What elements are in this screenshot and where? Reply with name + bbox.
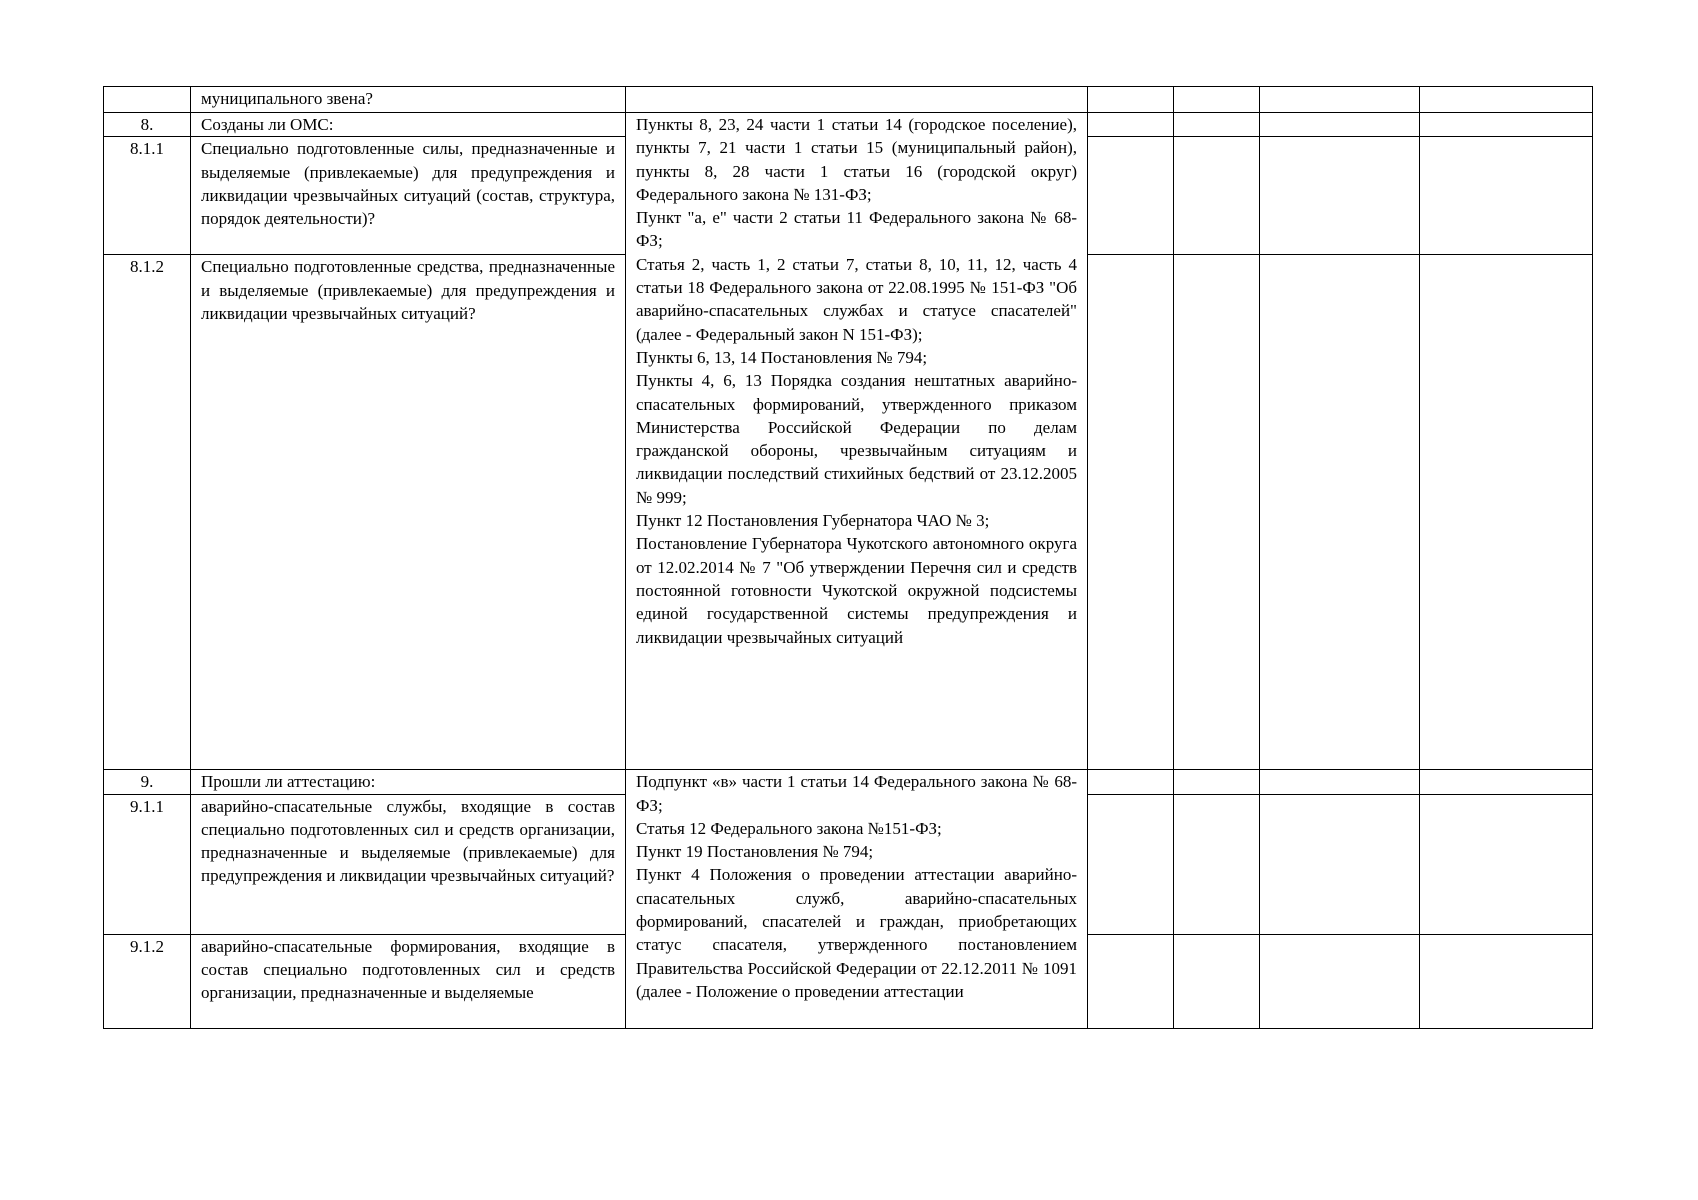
- row-number: 8.1.1: [104, 137, 191, 255]
- note-cell: [1420, 87, 1593, 113]
- note-cell: [1420, 137, 1593, 255]
- row-number: 9.1.2: [104, 934, 191, 1028]
- answer-yes-cell: [1088, 113, 1174, 137]
- legal-reference: Пункты 4, 6, 13 Порядка создания нештатных аварийно-спасательных формирований, утвержденного приказом Министерства Российской Федерации по делам гражданской обороны, чрезвычайным ситуациям и ликвидации последствий стихийных бедствий от 23.12.2005 № 999;: [636, 371, 1077, 507]
- note-cell: [1420, 794, 1593, 934]
- answer-na-cell: [1260, 934, 1420, 1028]
- table-row: [104, 87, 1593, 113]
- note-cell: [1420, 113, 1593, 137]
- row-question: Прошли ли аттестацию:: [191, 770, 626, 794]
- legal-reference: Пункт "а, е" части 2 статьи 11 Федерального закона № 68-ФЗ;: [636, 208, 1077, 251]
- row-question: муниципального звена?: [191, 87, 626, 113]
- answer-na-cell: [1260, 137, 1420, 255]
- answer-yes-cell: [1088, 770, 1174, 794]
- legal-reference: Постановление Губернатора Чукотского автономного округа от 12.02.2014 № 7 "Об утверждении Перечня сил и средств постоянной готовности Чукотской окружной подсистемы единой государственной системы предупреждения и ликвидации чрезвычайных ситуаций: [636, 534, 1077, 647]
- row-number: 9.1.1: [104, 794, 191, 934]
- answer-yes-cell: [1088, 137, 1174, 255]
- answer-na-cell: [1260, 255, 1420, 770]
- answer-no-cell: [1174, 934, 1260, 1028]
- legal-reference: Пункт 12 Постановления Губернатора ЧАО № 3;: [636, 511, 990, 531]
- legal-reference: Пункты 8, 23, 24 части 1 статьи 14 (городское поселение), пункты 7, 21 части 1 статьи 15 (муниципальный район), пункты 8, 28 части 1 статьи 16 (городской округ) Федерального закона № 131-ФЗ;: [636, 115, 1077, 204]
- answer-no-cell: [1174, 794, 1260, 934]
- legal-reference: Подпункт «в» части 1 статьи 14 Федерального закона № 68-ФЗ;: [636, 772, 1077, 815]
- row-number: [104, 87, 191, 113]
- answer-na-cell: [1260, 794, 1420, 934]
- row-legal-basis: [626, 87, 1088, 113]
- answer-no-cell: [1174, 87, 1260, 113]
- row-question: аварийно-спасательные службы, входящие в состав специально подготовленных сил и средств организации, предназначенные и выделяемые (привлекаемые) для предупреждения и ликвидации чрезвычайных ситуаций?: [191, 794, 626, 934]
- answer-na-cell: [1260, 113, 1420, 137]
- note-cell: [1420, 934, 1593, 1028]
- row-number: 8.: [104, 113, 191, 137]
- checklist-table: [103, 86, 1593, 1029]
- row-question: Специально подготовленные силы, предназначенные и выделяемые (привлекаемые) для предупреждения и ликвидации чрезвычайных ситуаций (состав, структура, порядок деятельности)?: [191, 137, 626, 255]
- row-question: Специально подготовленные средства, предназначенные и выделяемые (привлекаемые) для предупреждения и ликвидации чрезвычайных ситуаций?: [191, 255, 626, 770]
- note-cell: [1420, 255, 1593, 770]
- answer-no-cell: [1174, 770, 1260, 794]
- note-cell: [1420, 770, 1593, 794]
- legal-reference: Пункт 19 Постановления № 794;: [636, 842, 874, 862]
- row-question: Созданы ли ОМС:: [191, 113, 626, 137]
- answer-no-cell: [1174, 255, 1260, 770]
- legal-basis-group-9: [626, 770, 1088, 1028]
- row-number: 8.1.2: [104, 255, 191, 770]
- legal-reference: Статья 12 Федерального закона №151-ФЗ;: [636, 818, 942, 838]
- row-number: 9.: [104, 770, 191, 794]
- answer-yes-cell: [1088, 794, 1174, 934]
- answer-no-cell: [1174, 137, 1260, 255]
- table-row: [104, 770, 1593, 794]
- legal-reference: Пункт 4 Положения о проведении аттестации аварийно-спасательных служб, аварийно-спасательных формирований, спасателей и граждан, приобретающих статус спасателя, утвержденного постановлением Правительства Российской Федерации от 22.12.2011 № 1091 (далее - Положение о проведении аттестации: [636, 865, 1077, 1001]
- legal-basis-group-8: [626, 113, 1088, 770]
- table-row: [104, 113, 1593, 137]
- answer-no-cell: [1174, 113, 1260, 137]
- answer-yes-cell: [1088, 255, 1174, 770]
- answer-na-cell: [1260, 87, 1420, 113]
- legal-reference: Пункты 6, 13, 14 Постановления № 794;: [636, 347, 928, 367]
- answer-yes-cell: [1088, 934, 1174, 1028]
- legal-reference: Статья 2, часть 1, 2 статьи 7, статьи 8, 10, 11, 12, часть 4 статьи 18 Федерального закона от 22.08.1995 № 151-ФЗ "Об аварийно-спасательных службах и статусе спасателей" (далее - Федеральный закон N 151-ФЗ);: [636, 254, 1077, 344]
- row-question: аварийно-спасательные формирования, входящие в состав специально подготовленных сил и средств организации, предназначенные и выделяемые: [191, 934, 626, 1028]
- answer-na-cell: [1260, 770, 1420, 794]
- answer-yes-cell: [1088, 87, 1174, 113]
